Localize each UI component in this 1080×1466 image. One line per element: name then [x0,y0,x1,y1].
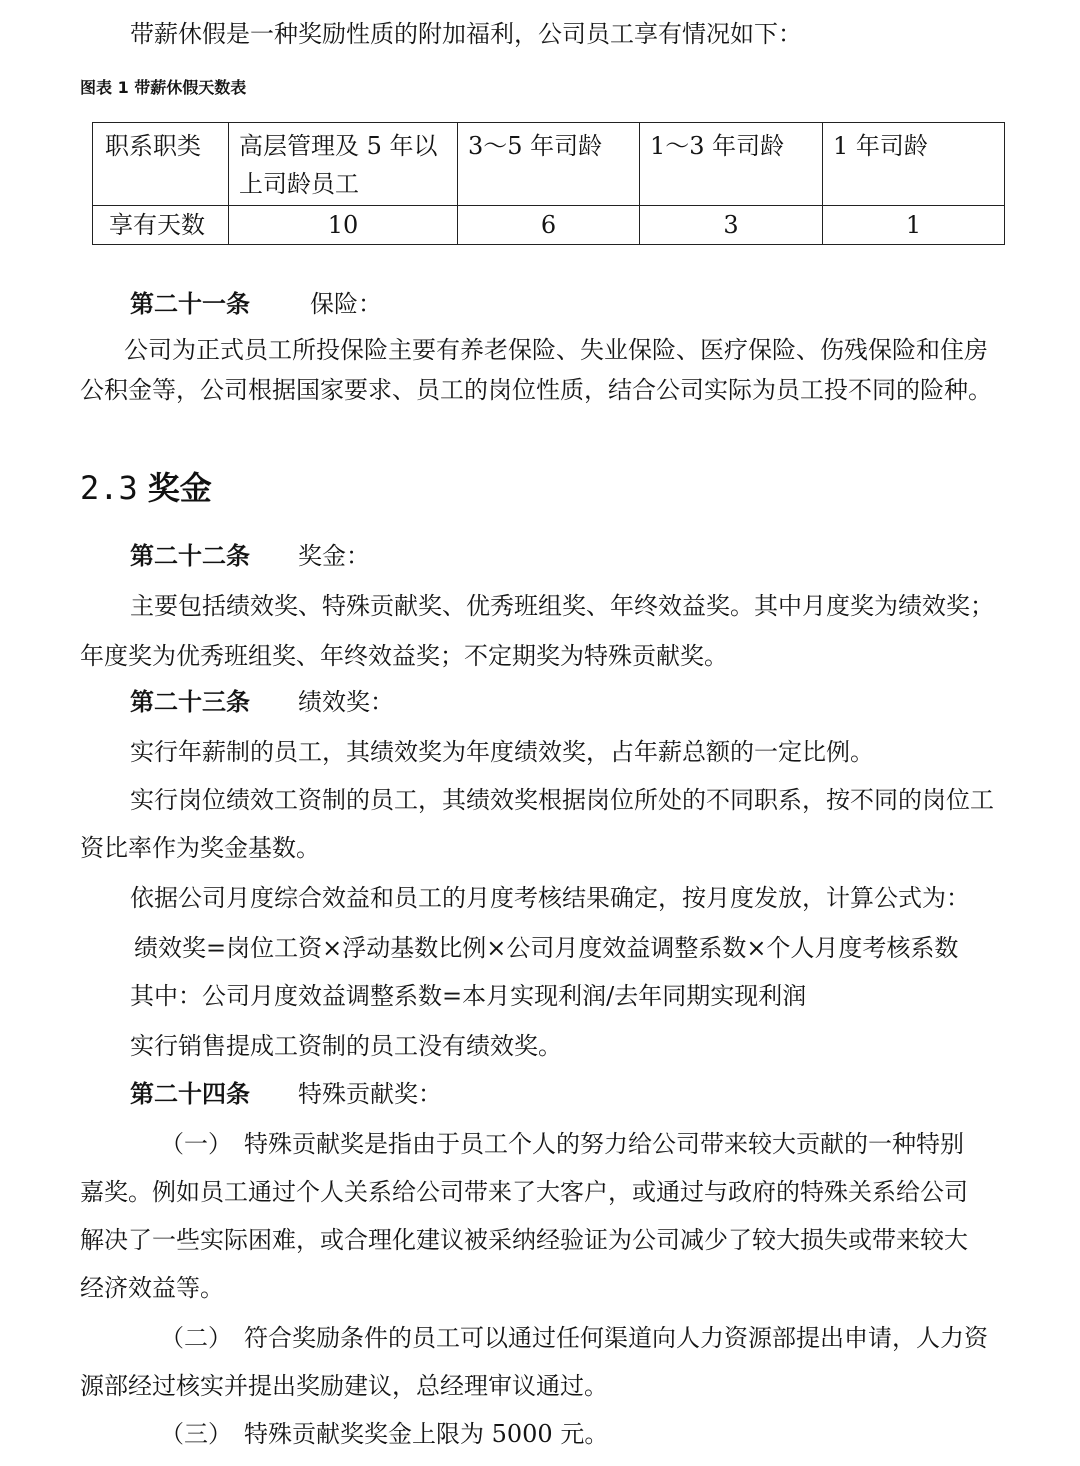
article-22-line: 主要包括绩效奖、特殊贡献奖、优秀班组奖、年终效益奖。其中月度奖为绩效奖； [130,592,994,620]
article-22-heading [130,540,370,572]
article-24-line: 嘉奖。例如员工通过个人关系给公司带来了大客户，或通过与政府的特殊关系给公司 [80,1178,968,1206]
article-24-line: 经济效益等。 [80,1274,224,1302]
article-24-line: （一） 特殊贡献奖是指由于员工个人的努力给公司带来较大贡献的一种特别 [160,1130,964,1158]
article-24-line: （三） 特殊贡献奖奖金上限为 5000 元。 [160,1420,609,1448]
article-24-line: 源部经过核实并提出奖励建议，总经理审议通过。 [80,1372,608,1400]
article-24-line: 解决了一些实际困难，或合理化建议被采纳经验证为公司减少了较大损失或带来较大 [80,1226,968,1254]
article-23-line: 其中：公司月度效益调整系数=本月实现利润/去年同期实现利润 [130,982,807,1010]
table-header-cell: 1～3 年司龄 [640,123,823,206]
table-row [93,206,1005,245]
intro-paragraph: 带薪休假是一种奖励性质的附加福利，公司员工享有情况如下： [130,20,802,48]
table-header-cell: 高层管理及 5 年以上司龄员工 [229,123,458,206]
table-header-cell: 3～5 年司龄 [458,123,640,206]
article-23-line: 实行岗位绩效工资制的员工，其绩效奖根据岗位所处的不同职系，按不同的岗位工 [130,786,994,814]
section-heading [80,464,212,512]
article-title: 奖金： [298,542,370,570]
table-header-cell: 1 年司龄 [823,123,1005,206]
article-23-heading [130,686,394,718]
article-23-line: 实行销售提成工资制的员工没有绩效奖。 [130,1032,562,1060]
article-title: 保险： [310,290,382,318]
table-header-row [93,123,1005,206]
article-number: 第二十一条 [130,289,250,318]
paid-leave-table [92,122,1005,245]
article-24-heading [130,1078,442,1110]
article-23-line: 资比率作为奖金基数。 [80,834,320,862]
table-cell: 享有天数 [93,206,229,245]
table-cell: 10 [229,206,458,245]
section-number: 2.3 [80,469,138,507]
article-22-line: 年度奖为优秀班组奖、年终效益奖；不定期奖为特殊贡献奖。 [80,642,728,670]
article-title: 特殊贡献奖： [298,1080,442,1108]
section-title: 奖金 [147,469,212,507]
article-23-line: 实行年薪制的员工，其绩效奖为年度绩效奖，占年薪总额的一定比例。 [130,738,874,766]
article-23-line: 依据公司月度综合效益和员工的月度考核结果确定，按月度发放，计算公式为： [130,884,970,912]
article-21-heading [130,288,382,320]
article-number: 第二十二条 [130,541,250,570]
article-24-line: （二） 符合奖励条件的员工可以通过任何渠道向人力资源部提出申请，人力资 [160,1324,988,1352]
table-caption: 图表 1 带薪休假天数表 [80,78,247,97]
table-cell: 3 [640,206,823,245]
article-title: 绩效奖： [298,688,394,716]
article-23-formula: 绩效奖=岗位工资×浮动基数比例×公司月度效益调整系数×个人月度考核系数 [134,934,959,962]
article-number: 第二十四条 [130,1079,250,1108]
article-21-line: 公积金等，公司根据国家要求、员工的岗位性质，结合公司实际为员工投不同的险种。 [80,376,992,404]
article-number: 第二十三条 [130,687,250,716]
table-header-cell: 职系职类 [93,123,229,206]
article-21-line: 公司为正式员工所投保险主要有养老保险、失业保险、医疗保险、伤残保险和住房 [124,336,988,364]
table-cell: 1 [823,206,1005,245]
table-cell: 6 [458,206,640,245]
